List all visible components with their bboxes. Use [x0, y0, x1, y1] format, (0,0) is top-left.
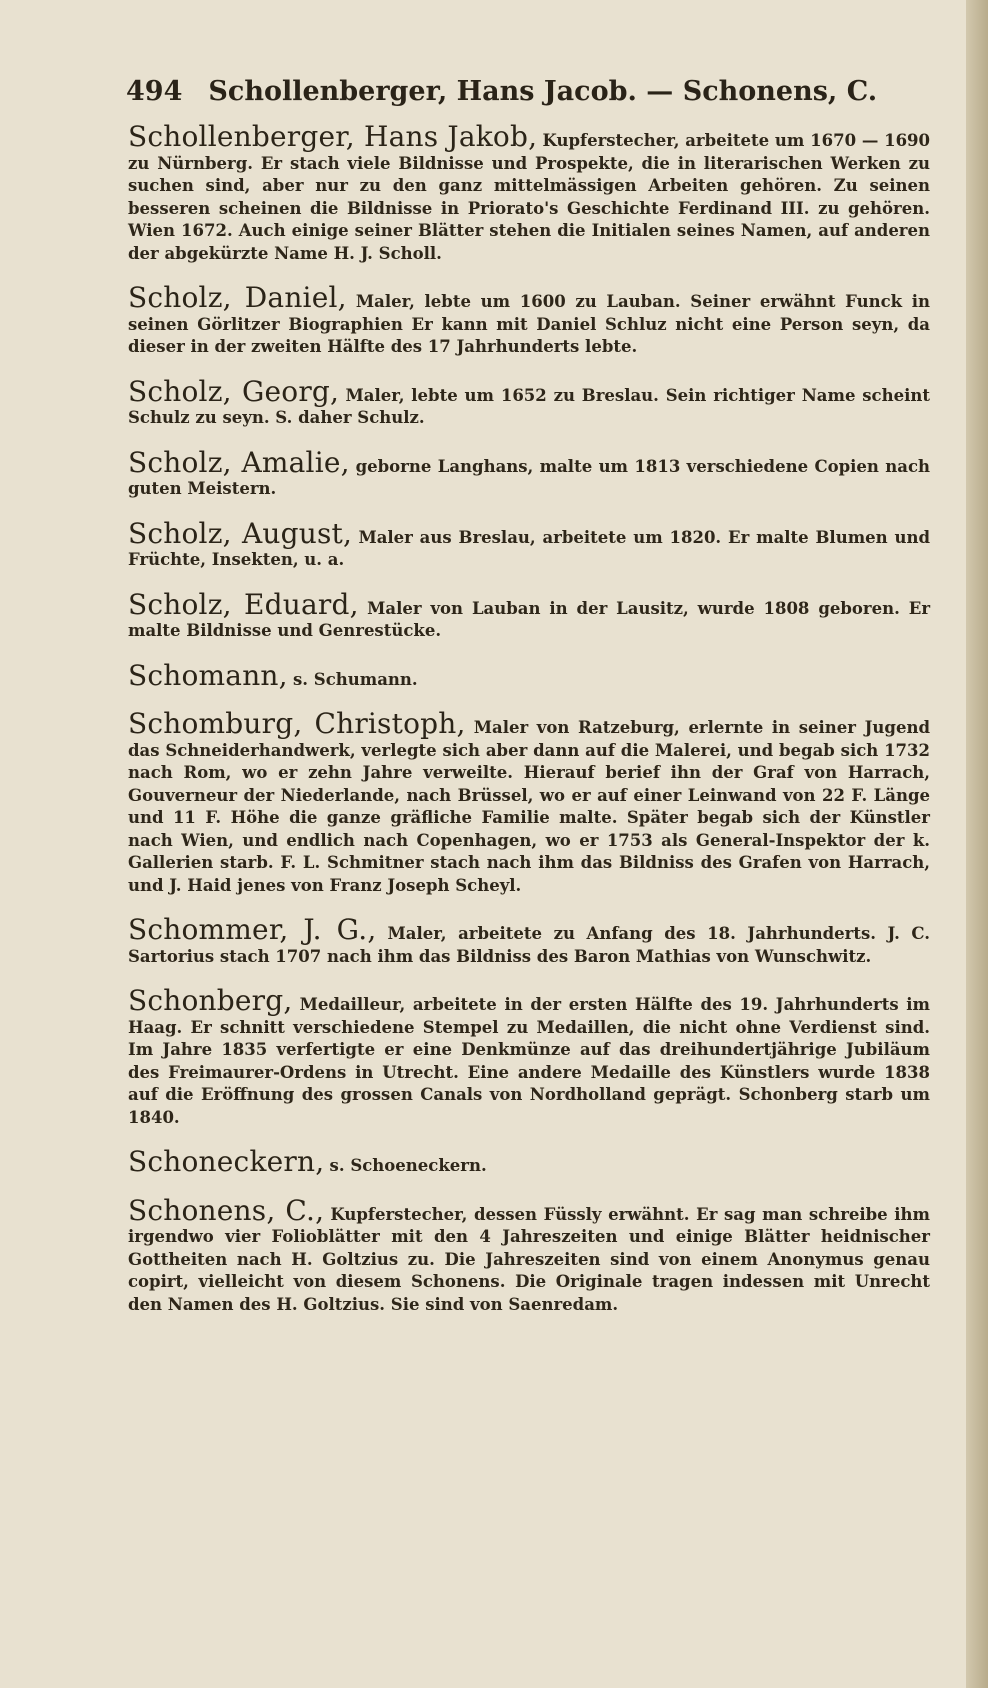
running-title: Schollenberger, Hans Jacob. — Schonens, C. [208, 76, 878, 107]
entry [128, 658, 930, 692]
page-header [126, 76, 878, 107]
entry-name: Schoneckern, [128, 1145, 325, 1178]
entry [128, 374, 930, 430]
entry-text: Kupferstecher, dessen Füssly erwähnt. Er sag man schreibe ihm irgendwo vier Folioblätter mit den 4 Jahreszeiten und einige Blätter heidnischer Gottheiten nach H. Goltzius zu. Die Jahreszeiten sind von einem Anonymus genau copirt, vielleicht von diesem Schonens. Die Originale tragen indessen mit Unrecht den Namen des H. Goltzius. Sie sind von Saenredam. [128, 1204, 931, 1314]
entry [128, 913, 930, 968]
entry-text: Kupferstecher, arbeitete um 1670 — 1690 zu Nürnberg. Er stach viele Bildnisse und Prospekte, die in literarischen Werken zu suchen sind, aber nur zu den ganz mittelmässigen Arbeiten gehören. Zu seinen besseren scheinen die Bildnisse in Priorato's Geschichte Ferdinand III. zu gehören. Wien 1672. Auch einige seiner Blätter stehen die Initialen seines Namen, auf anderen der abgekürzte Name H. J. Scholl. [128, 131, 931, 263]
entry [128, 1145, 930, 1178]
entry-name: Scholz, Eduard, [128, 587, 359, 621]
entry-name: Schomburg, Christoph, [128, 707, 466, 740]
entry-name: Scholz, Daniel, [128, 281, 347, 314]
entry-text: Maler aus Breslau, arbeitete um 1820. Er malte Blumen und Früchte, Insekten, u. a. [128, 527, 931, 569]
entry-text: s. Schumann. [293, 669, 418, 689]
entry-name: Schonens, C., [128, 1193, 325, 1227]
entry-text: geborne Langhans, malte um 1813 verschiedene Copien nach guten Meistern. [128, 456, 930, 498]
entry [128, 707, 930, 897]
entry [128, 984, 931, 1129]
entry-list [128, 120, 931, 1338]
page-number: 494 [126, 76, 183, 107]
entry-text: Maler, lebte um 1600 zu Lauban. Seiner erwähnt Funck in seinen Görlitzer Biographien Er kann mit Daniel Schluz nicht eine Person seyn, da dieser in der zweiten Hälfte des 17 Jahrhunderts lebte. [128, 292, 931, 356]
entry-name: Schommer, J. G., [128, 913, 377, 946]
entry-text: s. Schoeneckern. [329, 1156, 487, 1175]
entry [128, 120, 931, 265]
page-edge [966, 0, 988, 1688]
entry-name: Scholz, Georg, [128, 374, 340, 408]
entry [128, 516, 931, 572]
entry [128, 445, 930, 501]
entry-text: Maler von Lauban in der Lausitz, wurde 1808 geboren. Er malte Bildnisse und Genrestücke. [128, 598, 931, 640]
entry-text: Maler, lebte um 1652 zu Breslau. Sein richtiger Name scheint Schulz zu seyn. S. daher Schulz. [128, 385, 930, 427]
entry-name: Schollenberger, Hans Jakob, [128, 120, 538, 153]
entry [128, 587, 931, 643]
entry-name: Scholz, Amalie, [128, 445, 350, 479]
entry [128, 1193, 931, 1317]
entry-text: Maler von Ratzeburg, erlernte in seiner Jugend das Schneiderhandwerk, verlegte sich aber dann auf die Malerei, und begab sich 1732 nach Rom, wo er zehn Jahre verweilte. Hierauf berief ihn der Graf von Harrach, Gouverneur der Niederlande, nach Brüssel, wo er auf einer Leinwand von 22 F. Länge und 11 F. Höhe die ganze gräfliche Familie malte. Später begab sich der Künstler nach Wien, und endlich nach Copenhagen, wo er 1753 als General-Inspektor der k. Gallerien starb. F. L. Schmitner stach nach ihm das Bildniss des Grafen von Harrach, und J. Haid jenes von Franz Joseph Scheyl. [128, 718, 930, 895]
entry-name: Scholz, August, [128, 516, 353, 550]
entry-text: Maler, arbeitete zu Anfang des 18. Jahrhunderts. J. C. Sartorius stach 1707 nach ihm das Bildniss des Baron Mathias von Wunschwitz. [128, 924, 930, 966]
entry-name: Schomann, [128, 658, 288, 692]
entry-text: Medailleur, arbeitete in der ersten Hälfte des 19. Jahrhunderts im Haag. Er schnitt verschiedene Stempel zu Medaillen, die nicht ohne Verdienst sind. Im Jahre 1835 verfertigte er eine Denkmünze auf das dreihundertjährige Jubiläum des Freimaurer-Ordens in Utrecht. Eine andere Medaille des Künstlers wurde 1838 auf die Eröffnung des grossen Canals von Nordholland geprägt. Schonberg starb um 1840. [128, 995, 931, 1127]
entry-name: Schonberg, [128, 984, 293, 1017]
entry [128, 281, 931, 359]
